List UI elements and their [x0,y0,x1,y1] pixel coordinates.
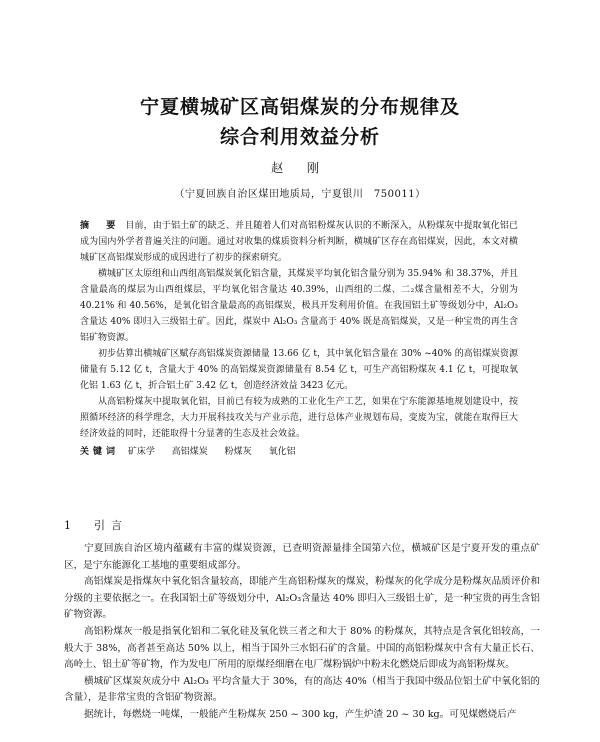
author: 赵 刚 [271,161,329,175]
title-line-1: 宁夏横城矿区高铝煤炭的分布规律及 [139,96,460,118]
keywords [80,444,518,460]
keywords-label: 关键词 [80,447,120,457]
abstract-label: 摘 要 [80,221,120,231]
abstract [80,218,518,460]
body-paragraph: 高铝煤炭是指煤灰中氧化铝含量较高，即能产生高铝粉煤灰的煤炭，粉煤灰的化学成分是粉煤灰品质评价和分级的主要依据之一。在我国铝土矿等级划分中，Al₂O₃含量达 40% 即归入三级铝土矿，是一种宝贵的再生含铝矿物资源。 [64,576,540,621]
body-paragraph: 据统计，每燃烧一吨煤，一般能产生粉煤灰 250 ~ 300 kg，产生炉渣 20 ~ 30 kg。可见煤燃烧后产 [84,708,517,720]
body-paragraph: 横城矿区煤炭灰成分中 Al₂O₃ 平均含量大于 30%，有的高达 40%（相当于我国中级品位铝土矿中氧化铝的含量），是非常宝贵的含铝矿物资源。 [64,675,540,704]
abstract-paragraph-3: 初步估算出横城矿区赋存高铝煤炭资源储量 13.66 亿 t，其中氧化铝含量在 30% ~40% 的高铝煤炭资源储量有 5.12 亿 t，含量大于 40% 的高铝煤炭资源储量有 8.54 亿 t，可生产高铝粉煤灰 4.1 亿 t，可提取氧化铝 1.63 亿 t，折合铝土矿 3.42 亿 t，创造经济效益 3423 亿元。 [80,349,518,391]
abstract-paragraph-1: 摘 要 目前，由于铝土矿的缺乏、并且随着人们对高铝粉煤灰认识的不断深入，从粉煤灰中提取氧化铝已成为国内外学者普遍关注的问题。通过对收集的煤质资料分析判断，横城矿区存在高铝煤炭，因此，本文对横城矿区高铝煤炭形成的成因进行了初步的探索研究。 [80,221,518,263]
title-line-2: 综合利用效益分析 [219,126,380,148]
keyword: 矿床学 [127,447,155,457]
section-heading: 1 引言 [64,519,128,532]
abstract-paragraph-2: 横城矿区太原组和山西组高铝煤炭氧化铝含量，其煤炭平均氧化铝含量分别为 35.94% 和 38.37%，并且含量最高的煤层为山西组煤层，平均氧化铝含量达 40.39%，山西组的二煤、二₂煤含量相差不大，分别为 40.21% 和 40.56%，是氧化铝含量最高的高铝煤炭，极具开发利用价值。在我国铝土矿等级划分中，Al₂O₃ 含量达 40% 即归入三级铝土矿。因此，煤炭中 Al₂O₃ 含量高于 40% 既是高铝煤炭，又是一种宝贵的再生含铝矿物资源。 [80,269,518,343]
section-body [64,541,540,724]
paper-title [0,92,600,152]
keyword: 粉煤灰 [224,447,252,457]
keyword: 高铝煤炭 [171,447,208,457]
body-paragraph: 高铝粉煤灰一般是指氧化铝和二氧化硅及氧化铁三者之和大于 80% 的粉煤灰，其特点是含氧化铝较高，一般大于 38%，高者甚至高达 50% 以上，相当于国外三水铝石矿的含量。中国的高铝粉煤灰中含有大量正长石、高岭土、铝土矿等矿物，作为发电厂所用的原煤经细磨在电厂煤粉锅炉中粉末化燃烧后即成为高铝粉煤灰。 [64,625,540,671]
body-paragraph: 宁夏回族自治区境内蕴藏有丰富的煤炭资源，已查明资源量排全国第六位，横城矿区是宁夏开发的重点矿区，是宁东能源化工基地的重要组成部分。 [64,543,540,571]
affiliation: （宁夏回族自治区煤田地质局，宁夏银川 750011） [174,189,426,200]
abstract-paragraph-4: 从高铝粉煤灰中提取氧化铝，目前已有较为成熟的工业化生产工艺，如果在宁东能源基地规划建设中，按照循环经济的科学理念，大力开展科技攻关与产业示范，进行总体产业规划布局，变废为宝，就能在取得巨大经济效益的同时，还能取得十分显著的生态及社会效益。 [80,397,518,439]
keyword: 氧化铝 [268,447,296,457]
